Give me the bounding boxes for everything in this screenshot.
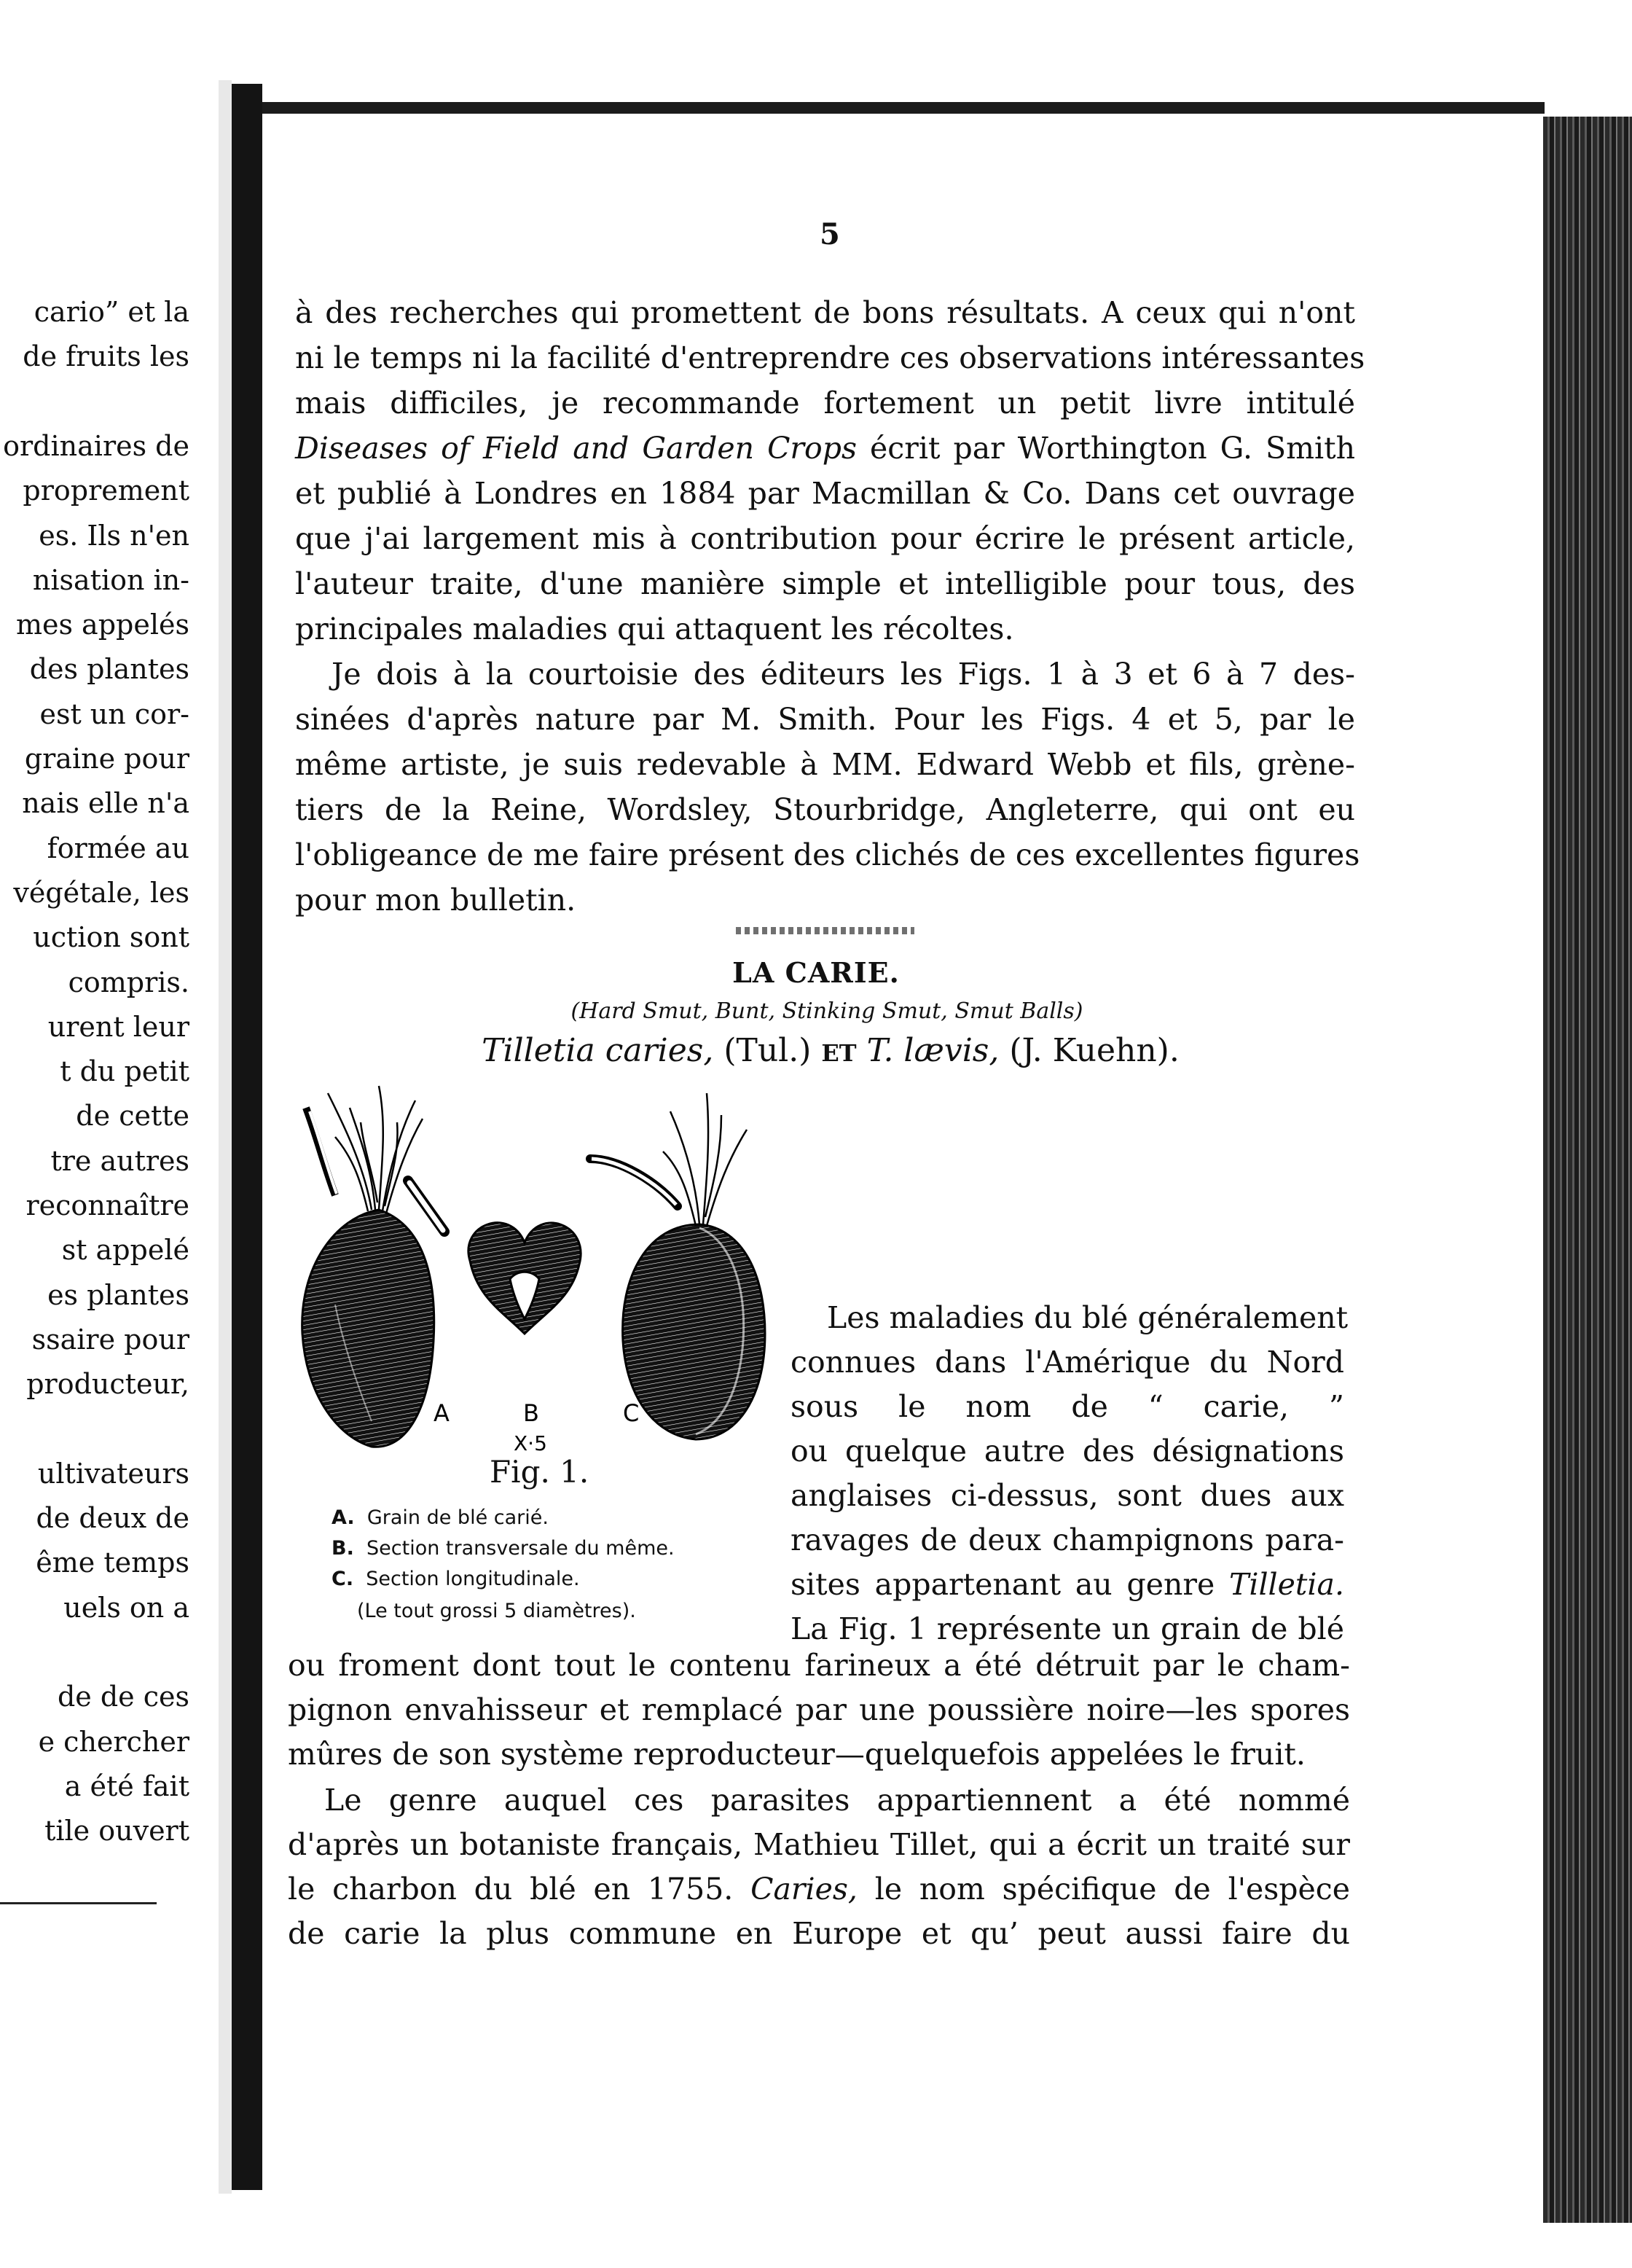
text-line: Le genre auquel ces parasites appartiennent a été nommé: [324, 1783, 1350, 1818]
legend-key: A.: [332, 1506, 355, 1529]
left-page-line: t du petit: [60, 1055, 189, 1088]
left-page-line: ême temps: [36, 1546, 189, 1579]
text-line: La Fig. 1 représente un grain de blé: [790, 1611, 1344, 1646]
text-line: d'après un botaniste français, Mathieu Tillet, qui a écrit un traité sur: [288, 1827, 1350, 1862]
left-page-line: tile ouvert: [44, 1815, 189, 1847]
left-page-line: ssaire pour: [31, 1323, 189, 1356]
text-line: l'auteur traite, d'une manière simple et intelligible pour tous, des: [295, 566, 1355, 601]
left-page-line: est un cor-: [39, 697, 189, 730]
grain-a-drawing: [302, 1086, 444, 1447]
text-line: ou quelque autre des désignations: [790, 1434, 1344, 1469]
text-line: et publié à Londres en 1884 par Macmillan & Co. Dans cet ouvrage: [295, 476, 1355, 511]
text-line: connues dans l'Amérique du Nord: [790, 1345, 1344, 1380]
text-line: à des recherches qui promettent de bons résultats. A ceux qui n'ont: [295, 295, 1355, 330]
left-page-line: mes appelés: [15, 609, 189, 641]
italic-span: Diseases of Field and Garden Crops: [295, 431, 858, 466]
species-line: [15, 1032, 1632, 1069]
legend-key: B.: [332, 1537, 354, 1560]
left-page-line: uels on a: [63, 1591, 189, 1624]
book-spine: [232, 84, 262, 2190]
text-line: sinées d'après nature par M. Smith. Pour les Figs. 4 et 5, par le: [295, 702, 1355, 737]
legend-key: C.: [332, 1568, 354, 1590]
left-page-line: de cette: [76, 1100, 189, 1133]
section-b-drawing: [468, 1223, 581, 1334]
italic-span: Tilletia.: [1228, 1567, 1344, 1602]
page-top-edge: [262, 102, 1545, 114]
section-subtitle: (Hard Smut, Bunt, Stinking Smut, Smut Balls): [570, 998, 1083, 1024]
left-page-line: graine pour: [24, 743, 189, 775]
figure-side-paragraph: [790, 1296, 1349, 1651]
left-page-line: nisation in-: [32, 563, 189, 596]
text-line: mais difficiles, je recommande fortement un petit livre intitulé: [295, 386, 1355, 421]
left-page-line: nais elle n'a: [22, 787, 189, 820]
text-line-book-title: Diseases of Field and Garden Crops écrit par Worthington G. Smith: [295, 431, 1355, 466]
fig-scale: X·5: [514, 1431, 547, 1455]
figure-1-illustration: [291, 1079, 801, 1472]
text-line: sous le nom de “ carie, ”: [790, 1389, 1344, 1424]
left-page-line: producteur,: [26, 1368, 189, 1401]
text-line: l'obligeance de me faire présent des clichés de ces excellentes figures: [295, 837, 1360, 872]
ornamental-divider: [736, 927, 914, 934]
figure-title: Fig. 1.: [490, 1454, 589, 1490]
acknowledgement-paragraph: [295, 652, 1360, 923]
left-page-line: proprement: [23, 474, 189, 507]
text-line-tilletia: sites appartenant au genre Tilletia.: [790, 1567, 1344, 1602]
figure-note: (Le tout grossi 5 diamètres).: [357, 1600, 636, 1622]
left-page-line: a été fait: [64, 1770, 189, 1802]
text-line: pignon envahisseur et remplacé par une poussière noire—les spores: [288, 1692, 1350, 1727]
text-line: que j'ai largement mis à contribution pour écrire le présent article,: [295, 521, 1355, 556]
left-page-line: reconnaître: [26, 1189, 189, 1221]
figure-legend-b: [332, 1533, 675, 1564]
left-page-line: e chercher: [38, 1725, 189, 1758]
italic-span: Caries,: [750, 1872, 858, 1907]
figure-legend-a: [332, 1503, 549, 1533]
binding-shadow: [219, 80, 232, 2194]
text-line: ou froment dont tout le contenu farineux a été détruit par le cham-: [288, 1648, 1350, 1683]
left-page-line: cario” et la: [34, 296, 189, 328]
text-line: ravages de deux champignons para-: [790, 1522, 1344, 1557]
left-page-line: es. Ils n'en: [39, 519, 189, 552]
figure-legend-c: [332, 1564, 580, 1595]
text-line: pour mon bulletin.: [295, 883, 576, 918]
text-line: Je dois à la courtoisie des éditeurs les Figs. 1 à 3 et 6 à 7 des-: [332, 657, 1355, 692]
left-page-line: de de ces: [57, 1681, 189, 1713]
text-line: principales maladies qui attaquent les récoltes.: [295, 611, 1014, 646]
text-line: Les maladies du blé généralement: [827, 1300, 1349, 1335]
species-author-1: (Tul.): [713, 1032, 822, 1069]
intro-paragraph: [295, 290, 1365, 652]
left-page-line: des plantes: [29, 653, 189, 686]
text-line: mûres de son système reproducteur—quelquefois appelées le fruit.: [288, 1737, 1306, 1772]
left-page-fragment: [0, 0, 219, 2268]
text-line: de carie la plus commune en Europe et qu’ peut aussi faire du: [288, 1916, 1350, 1951]
species-name-2: T. lævis,: [856, 1032, 1000, 1069]
left-page-line: compris.: [68, 966, 189, 998]
left-page-line: de fruits les: [23, 340, 189, 373]
left-page-line: uction sont: [33, 921, 189, 954]
section-title: LA CARIE.: [732, 956, 900, 989]
left-page-line: de deux de: [36, 1502, 189, 1535]
fig-label-c: C: [623, 1399, 640, 1427]
left-page-line: tre autres: [50, 1144, 189, 1177]
text-line: ni le temps ni la facilité d'entreprendre ces observations intéressantes: [295, 340, 1365, 375]
text-line-caries: le charbon du blé en 1755. Caries, le nom spécifique de l'espèce: [288, 1872, 1351, 1907]
text-line: anglaises ci-dessus, sont dues aux: [790, 1478, 1344, 1513]
left-page-line: es plantes: [47, 1278, 189, 1311]
species-author-2: (J. Kuehn).: [999, 1032, 1180, 1069]
page-right-edge: [1543, 117, 1632, 2223]
genus-paragraph: [288, 1778, 1350, 1956]
text-line: tiers de la Reine, Wordsley, Stourbridge, Angleterre, qui ont eu: [295, 792, 1355, 827]
species-et: ET: [821, 1039, 857, 1067]
grain-c-drawing: [590, 1093, 765, 1439]
left-page-line: ultivateurs: [37, 1457, 189, 1490]
continuation-lines: [288, 1643, 1350, 1777]
fig-label-a: A: [434, 1399, 450, 1427]
left-page-line: st appelé: [61, 1234, 189, 1267]
species-name-1: Tilletia caries,: [482, 1032, 714, 1069]
left-page-line: ordinaires de: [3, 429, 189, 462]
legend-text: Section transversale du même.: [366, 1537, 675, 1560]
page-number: 5: [820, 217, 840, 251]
left-page-line: formée au: [47, 832, 189, 864]
text-line: même artiste, je suis redevable à MM. Edward Webb et fils, grène-: [295, 747, 1355, 782]
fig-label-b: B: [523, 1399, 539, 1427]
legend-text: Grain de blé carié.: [366, 1506, 549, 1529]
left-page-line: végétale, les: [13, 876, 189, 909]
left-page-line: urent leur: [47, 1010, 189, 1043]
left-page-rule: [0, 1902, 157, 1904]
legend-text: Section longitudinale.: [366, 1568, 580, 1590]
